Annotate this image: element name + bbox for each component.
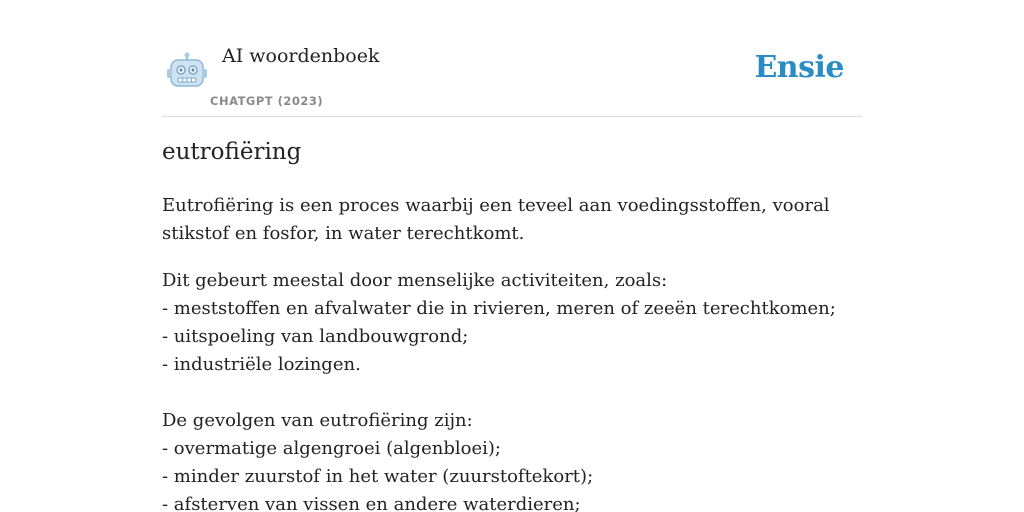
source-title[interactable]: AI woordenboek	[222, 45, 380, 67]
list-item: - minder zuurstof in het water (zuurstoftekort);	[162, 466, 594, 487]
causes-intro: Dit gebeurt meestal door menselijke activiteiten, zoals:	[162, 270, 668, 291]
list-item: - overmatige algengroei (algenbloei);	[162, 438, 501, 459]
list-item: - meststoffen en afvalwater die in rivieren, meren of zeeën terechtkomen;	[162, 298, 836, 319]
brand-logo[interactable]: Ensie	[754, 50, 844, 85]
definition-paragraph: Eutrofiëring is een proces waarbij een teveel aan voedingsstoffen, vooral stikstof en fosfor, in water terechtkomt.	[162, 195, 830, 244]
source-header	[162, 0, 862, 117]
effects-intro: De gevolgen van eutrofiëring zijn:	[162, 410, 473, 431]
source-subtitle: CHATGPT (2023)	[210, 94, 324, 108]
list-item: - uitspoeling van landbouwgrond;	[162, 326, 469, 347]
robot-icon	[166, 52, 208, 90]
blank-line	[162, 379, 862, 407]
entry-content	[162, 192, 862, 512]
list-item: - afsterven van vissen en andere waterdieren;	[162, 494, 581, 512]
entry-term: eutrofiëring	[162, 139, 302, 165]
causes-block	[162, 267, 862, 512]
list-item: - industriële lozingen.	[162, 354, 361, 375]
